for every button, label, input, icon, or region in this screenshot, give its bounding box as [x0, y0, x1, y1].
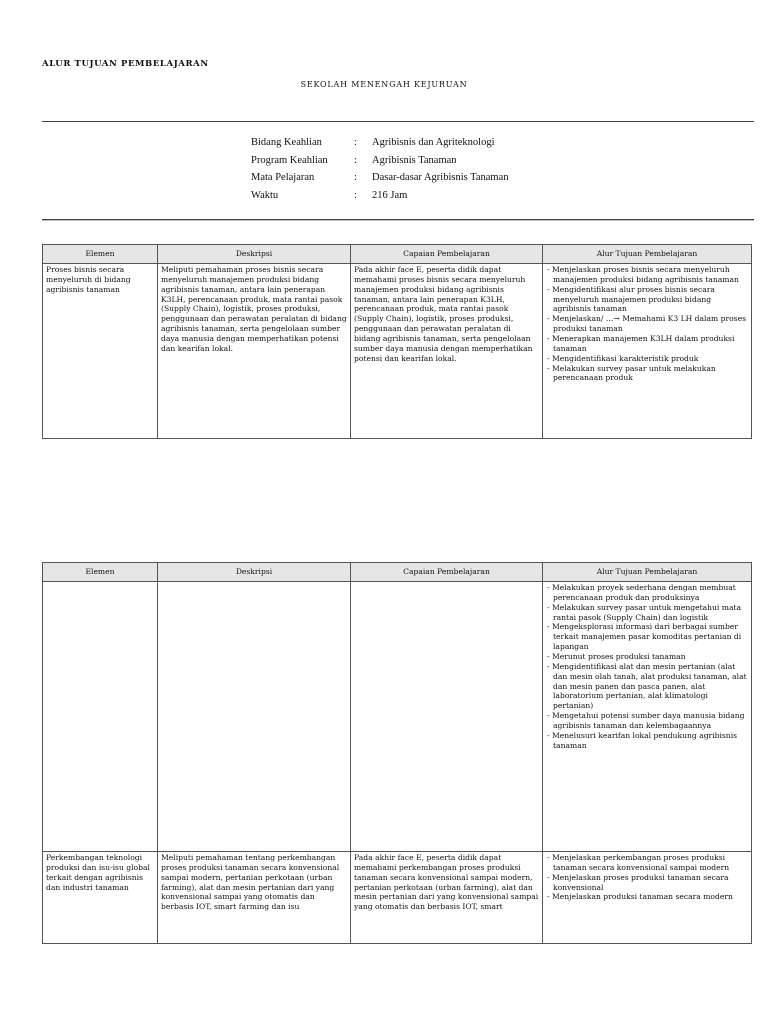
list-item: - Melakukan survey pasar untuk melakukan perencanaan produk [546, 364, 748, 384]
alur-list [546, 853, 748, 902]
school-heading: SEKOLAH MENENGAH KEJURUAN [300, 80, 468, 89]
cell-alur [543, 264, 752, 439]
alur-list [546, 583, 748, 751]
list-item: - Menjelaskan proses produksi tanaman secara konvensional [546, 873, 748, 893]
list-item: - Menjelaskan/ …→ Memahami K3 LH dalam proses produksi tanaman [546, 314, 748, 334]
bottom-divider-shadow [42, 220, 754, 221]
top-divider [42, 121, 754, 122]
info-label: Bidang Keahlian [251, 137, 322, 148]
list-item: - Melakukan survey pasar untuk mengetahui mata rantai pasok (Supply Chain) dan logistik [546, 603, 748, 623]
list-item: - Mengidentifikasi alur proses bisnis secara menyeluruh manajemen produksi bidang agribisnis tanaman [546, 285, 748, 315]
info-colon: : [354, 189, 357, 201]
table-header-row [43, 245, 752, 264]
cell-capaian [351, 582, 543, 852]
info-row-waktu [251, 190, 509, 208]
table-row [43, 852, 752, 944]
info-value: Agribisnis dan Agriteknologi [372, 137, 495, 148]
list-item: - Menerapkan manajemen K3LH dalam produksi tanaman [546, 334, 748, 354]
cell-capaian: Pada akhir face E, peserta didik dapat memahami proses bisnis secara menyeluruh manajemen produksi bidang agribisnis tanaman, antara lain penerapan K3LH, perencanaan produk, mata rantai pasok (Supply Chain), logistik, proses produksi, penggunaan dan perawatan peralatan di bidang agribisnis tanaman, serta pengelolaan sumber daya manusia dengan memperhatikan potensi dan kearifan lokal. [351, 264, 543, 439]
table-row [43, 582, 752, 852]
header-deskripsi: Deskripsi [158, 563, 351, 582]
cell-capaian: Pada akhir face E, peserta didik dapat memahami perkembangan proses produksi tanaman secara konvensional sampai modern, pertanian perkotaan (urban farming), alat dan mesin pertanian dari yang konvensional sampai yang otomatis dan berbasis IOT, smart [351, 852, 543, 944]
list-item: - Menjelaskan produksi tanaman secara modern [546, 892, 748, 902]
info-value: Dasar-dasar Agribisnis Tanaman [372, 172, 509, 183]
info-colon: : [354, 154, 357, 166]
cell-deskripsi [158, 582, 351, 852]
info-block [251, 137, 509, 207]
list-item: - Mengidentifikasi karakteristik produk [546, 354, 748, 364]
cell-alur [543, 582, 752, 852]
list-item: - Mengetahui potensi sumber daya manusia bidang agribisnis tanaman dan kelembagaannya [546, 711, 748, 731]
cell-deskripsi: Meliputi pemahaman tentang perkembangan proses produksi tanaman secara konvensional sampai modern, pertanian perkotaan (urban farming), alat dan mesin pertanian dari yang konvensional sampai yang otomatis dan berbasis IOT, smart farming dan isu [158, 852, 351, 944]
cell-elemen: Proses bisnis secara menyeluruh di bidang agribisnis tanaman [43, 264, 158, 439]
info-label: Program Keahlian [251, 154, 328, 166]
document-title: ALUR TUJUAN PEMBELAJARAN [42, 59, 209, 69]
cell-elemen [43, 582, 158, 852]
info-label: Waktu [251, 189, 279, 201]
info-row-program [251, 155, 509, 173]
list-item: - Menelusuri kearifan lokal pendukung agribisnis tanaman [546, 731, 748, 751]
list-item: - Melakukan proyek sederhana dengan membuat perencanaan produk dan produksinya [546, 583, 748, 603]
list-item: - Merunut proses produksi tanaman [546, 652, 748, 662]
cell-elemen: Perkembangan teknologi produksi dan isu-isu global terkait dengan agribisnis dan industri tanaman [43, 852, 158, 944]
list-item: - Mengeksplorasi informasi dari berbagai sumber terkait manajemen pasar komoditas pertanian di lapangan [546, 622, 748, 652]
table-row [43, 264, 752, 439]
table-header-row [43, 563, 752, 582]
header-alur: Alur Tujuan Pembelajaran [543, 563, 752, 582]
list-item: - Mengidentifikasi alat dan mesin pertanian (alat dan mesin olah tanah, alat produksi tanaman, alat dan mesin panen dan pasca panen, alat laboratorium pertanian, alat klimatologi pertanian) [546, 662, 748, 711]
learning-flow-table-2 [42, 562, 752, 944]
learning-flow-table-1 [42, 244, 752, 439]
info-colon: : [354, 172, 357, 183]
info-row-bidang [251, 137, 509, 155]
info-row-mapel [251, 172, 509, 190]
header-deskripsi: Deskripsi [158, 245, 351, 264]
cell-deskripsi: Meliputi pemahaman proses bisnis secara menyeluruh manajemen produksi bidang agribisnis tanaman, antara lain penerapan K3LH, perencanaan produk, mata rantai pasok (Supply Chain), logistik, proses produksi, penggunaan dan perawatan peralatan di bidang agribisnis tanaman, serta pengelolaan sumber daya manusia dengan memperhatikan potensi dan kearifan lokal. [158, 264, 351, 439]
list-item: - Menjelaskan proses bisnis secara menyeluruh manajemen produksi bidang agribisnis tanaman [546, 265, 748, 285]
cell-alur [543, 852, 752, 944]
header-capaian: Capaian Pembelajaran [351, 245, 543, 264]
header-elemen: Elemen [43, 245, 158, 264]
header-alur: Alur Tujuan Pembelajaran [543, 245, 752, 264]
info-value: Agribisnis Tanaman [372, 154, 457, 166]
info-colon: : [354, 137, 357, 148]
info-label: Mata Pelajaran [251, 172, 315, 183]
info-value: 216 Jam [372, 189, 408, 201]
header-elemen: Elemen [43, 563, 158, 582]
header-capaian: Capaian Pembelajaran [351, 563, 543, 582]
alur-list [546, 265, 748, 383]
list-item: - Menjelaskan perkembangan proses produksi tanaman secara konvensional sampai modern [546, 853, 748, 873]
